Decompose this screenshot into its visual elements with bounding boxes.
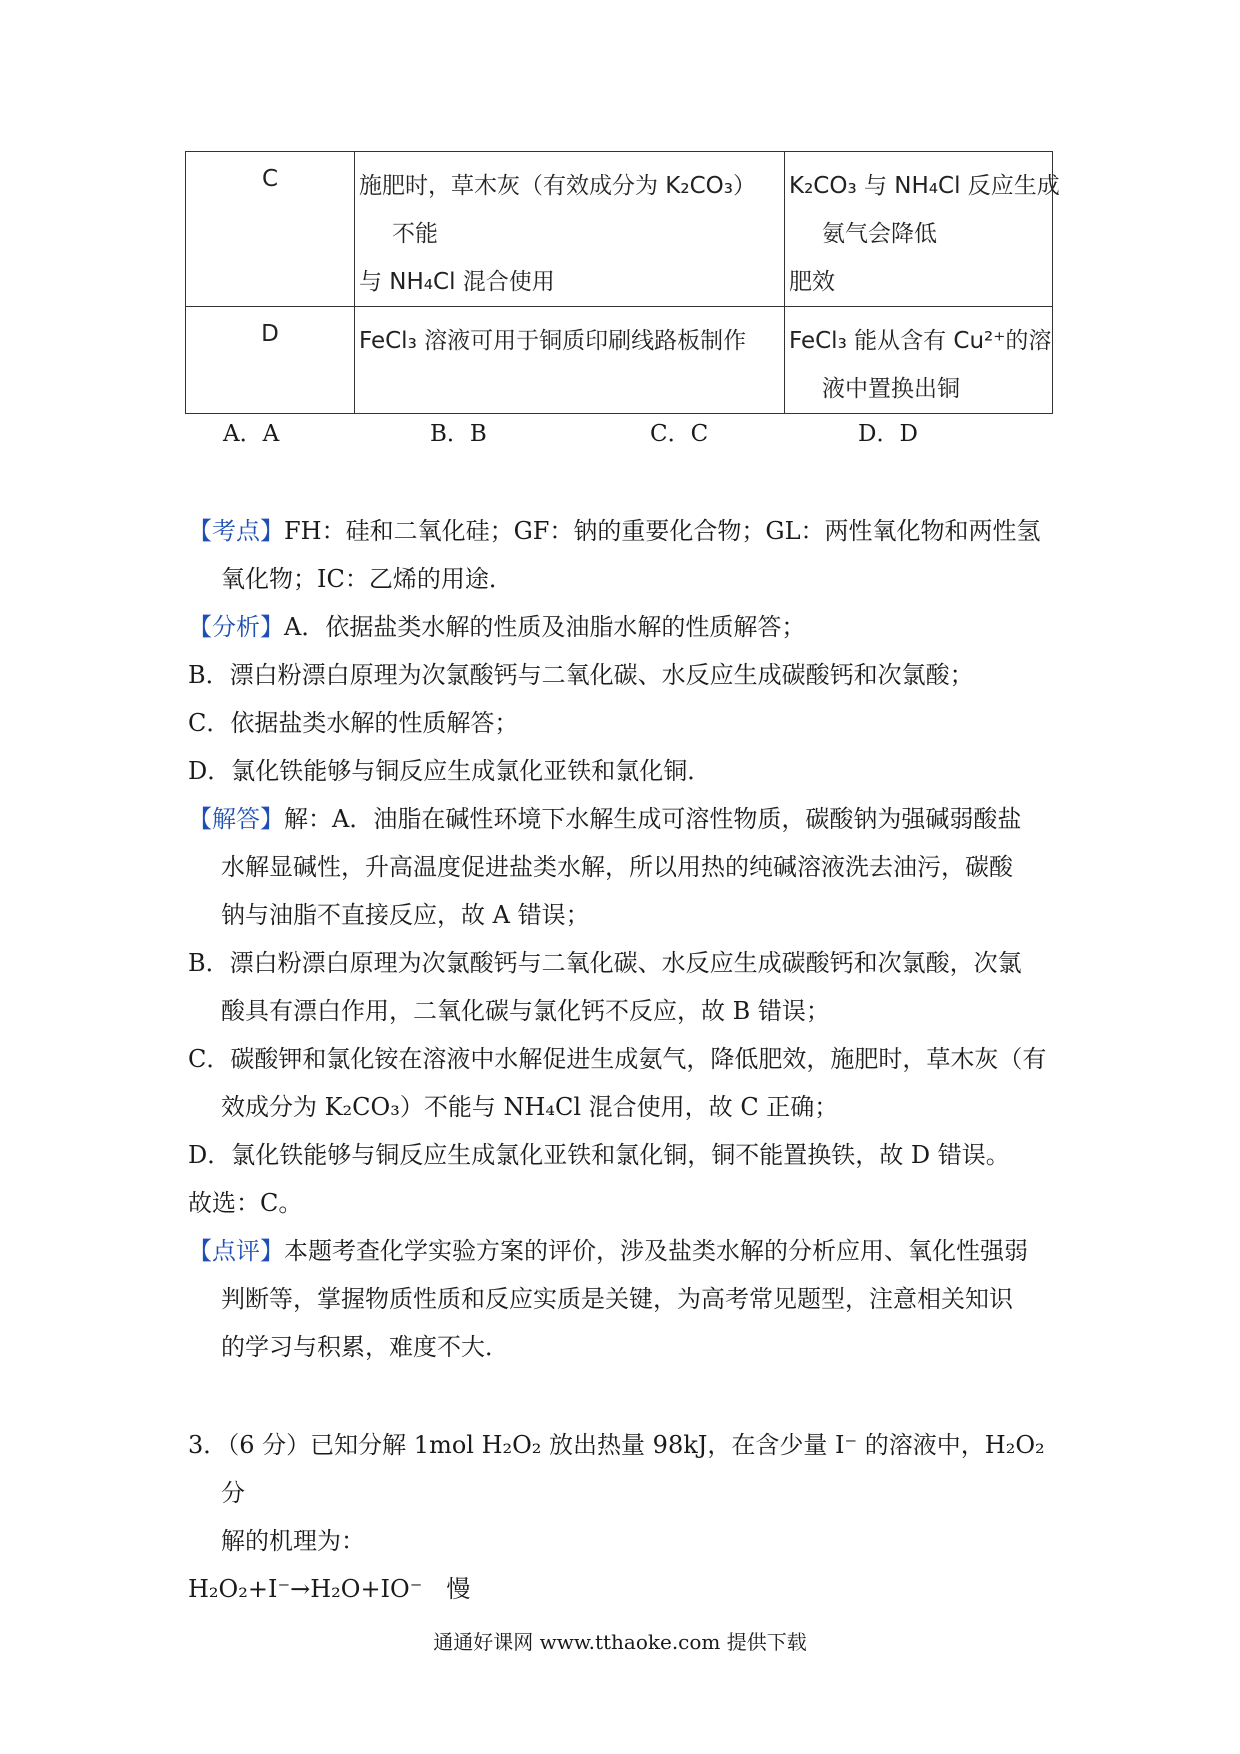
fenxi-paragraph (188, 603, 1068, 651)
jieda-line: 水解显碱性，升高温度促进盐类水解，所以用热的纯碱溶液洗去油污，碳酸 (221, 853, 1013, 881)
fenxi-line: C．依据盐类水解的性质解答； (188, 709, 519, 737)
option-cell: C (186, 152, 355, 307)
choice-a: A．A (223, 421, 280, 447)
fenxi-line: A．依据盐类水解的性质及油脂水解的性质解答； (284, 613, 806, 641)
practice-line: 与 NH₄Cl 混合使用 (359, 269, 555, 295)
practice-cell (355, 152, 785, 307)
jieda-line: 故选：C。 (188, 1189, 303, 1217)
dianping-line: 本题考查化学实验方案的评价，涉及盐类水解的分析应用、氧化性强弱 (284, 1237, 1028, 1265)
fenxi-line: D．氯化铁能够与铜反应生成氯化亚铁和氯化铜． (188, 757, 712, 785)
dianping-paragraph (188, 1227, 1068, 1371)
reaction-equation: H₂O₂+I⁻→H₂O+IO⁻ 慢 (188, 1575, 471, 1603)
kaodian-tag: 【考点】 (188, 517, 284, 545)
jieda-line: 酸具有漂白作用，二氧化碳与氯化钙不反应，故 B 错误； (221, 997, 830, 1025)
question-3 (188, 1421, 1068, 1613)
jieda-line: 钠与油脂不直接反应，故 A 错误； (221, 901, 590, 929)
table-row (186, 152, 1053, 307)
reason-line: 液中置换出铜 (822, 376, 960, 402)
choice-b: B．B (430, 421, 487, 447)
kaodian-paragraph (188, 507, 1068, 603)
answer-choices (0, 414, 1240, 454)
practice-line: 不能 (392, 221, 438, 247)
solution-section (188, 507, 1068, 1371)
table-row (186, 307, 1053, 414)
fenxi-line: B．漂白粉漂白原理为次氯酸钙与二氧化碳、水反应生成碳酸钙和次氯酸； (188, 661, 974, 689)
practice-line: 施肥时，草木灰（有效成分为 K₂CO₃） (359, 173, 756, 199)
reason-line: 氨气会降低 (822, 221, 937, 247)
answer-table (185, 151, 1060, 414)
page-footer: 通通好课网 www.tthaoke.com 提供下载 (433, 1630, 807, 1654)
jieda-line: D．氯化铁能够与铜反应生成氯化亚铁和氯化铜，铜不能置换铁，故 D 错误。 (188, 1141, 1010, 1169)
dianping-tag: 【点评】 (188, 1237, 284, 1265)
question-3-line: 3．（6 分）已知分解 1mol H₂O₂ 放出热量 98kJ，在含少量 I⁻ 的溶液中，H₂O₂ 分 (188, 1431, 1045, 1507)
practice-cell (355, 307, 785, 414)
jieda-line: 效成分为 K₂CO₃）不能与 NH₄Cl 混合使用，故 C 正确； (221, 1093, 839, 1121)
reason-line: FeCl₃ 能从含有 Cu²⁺的溶 (789, 328, 1052, 354)
jieda-paragraph (188, 939, 1068, 1035)
question-3-line: 解的机理为： (221, 1527, 365, 1555)
reason-cell (785, 307, 1053, 414)
reason-line: K₂CO₃ 与 NH₄Cl 反应生成 (789, 173, 1060, 199)
practice-line: FeCl₃ 溶液可用于铜质印刷线路板制作 (359, 328, 747, 354)
jieda-paragraph (188, 795, 1068, 939)
jieda-line: C．碳酸钾和氯化铵在溶液中水解促进生成氨气，降低肥效，施肥时，草木灰（有 (188, 1045, 1047, 1073)
dianping-line: 的学习与积累，难度不大． (221, 1333, 509, 1361)
option-cell: D (186, 307, 355, 414)
jieda-line: 解：A．油脂在碱性环境下水解生成可溶性物质，碳酸钠为强碱弱酸盐 (284, 805, 1022, 833)
jieda-tag: 【解答】 (188, 805, 284, 833)
choice-d: D．D (858, 421, 918, 447)
choice-c: C．C (650, 421, 709, 447)
reason-line: 肥效 (789, 269, 835, 295)
question-3-paragraph (188, 1421, 1068, 1565)
fenxi-tag: 【分析】 (188, 613, 284, 641)
jieda-paragraph (188, 1035, 1068, 1131)
dianping-line: 判断等，掌握物质性质和反应实质是关键，为高考常见题型，注意相关知识 (221, 1285, 1013, 1313)
reason-cell (785, 152, 1060, 307)
kaodian-line: FH：硅和二氧化硅；GF：钠的重要化合物；GL：两性氧化物和两性氢 (284, 517, 1041, 545)
kaodian-line: 氧化物；IC：乙烯的用途． (221, 565, 513, 593)
jieda-line: B．漂白粉漂白原理为次氯酸钙与二氧化碳、水反应生成碳酸钙和次氯酸，次氯 (188, 949, 1022, 977)
